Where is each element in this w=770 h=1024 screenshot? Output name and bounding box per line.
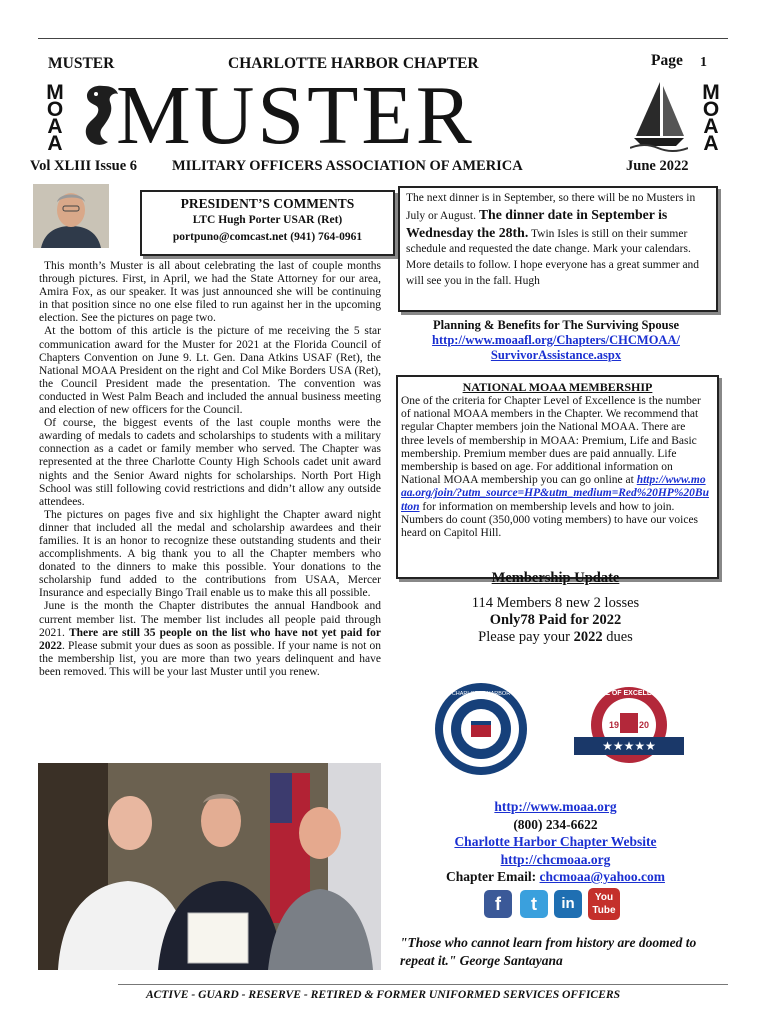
issue-org: MILITARY OFFICERS ASSOCIATION OF AMERICA (172, 158, 523, 174)
chapter-email-link[interactable]: chcmoaa@yahoo.com (539, 869, 665, 884)
membership-title: NATIONAL MOAA MEMBERSHIP (462, 380, 653, 394)
president-contact: portpuno@comcast.net (941) 764-0961 (172, 231, 363, 243)
footer-tagline: ACTIVE - GUARD - RESERVE - RETIRED & FORMER UNIFORMED SERVICES OFFICERS (145, 988, 621, 1001)
top-rule (38, 38, 728, 39)
level-of-excellence-seal (574, 683, 684, 775)
chapter-website-label-link[interactable]: Charlotte Harbor Chapter Website (454, 834, 657, 849)
footer-rule (118, 984, 728, 985)
article-paragraph: This month’s Muster is all about celebrating the last of couple months through pictures. First, in April, we had the State Attorney for our area, Amira Fox, as our speaker. It was just announced she will be continuing in that position since no one else filed to run against her in the upcoming election. See the pictures on page two. (39, 260, 381, 325)
president-header-box (140, 190, 395, 256)
header-page-label: Page (651, 52, 683, 69)
president-photo (33, 184, 109, 248)
svg-text:LEVEL OF EXCELLENCE: LEVEL OF EXCELLENCE (587, 690, 671, 697)
president-name: LTC Hugh Porter USAR (Ret) (192, 214, 343, 226)
facebook-icon[interactable]: f (484, 890, 512, 918)
membership-text: One of the criteria for Chapter Level of Excellence is the number of national MOAA members in the Chapter. We recommend that regular Chapter members join the National MOAA. There are three levels of membership in MOAA: Premium, Life and Basic membership. Premium member dues are paid annually. Life membership is based on age. For additional information on National MOAA membership you can go online at http://www.moaa.org/join/?utm_source=HP&utm_medium=Red%20HP%20Button for information on membership levels and how to join. Numbers do count (350,000 voting members) to have our voices heard on Capitol Hill. (401, 395, 709, 540)
communication-award-seal (433, 681, 529, 777)
membership-join-link[interactable]: http://www.moaa.org/join/?utm_source=HP&utm_medium=Red%20HP%20Button (401, 474, 709, 513)
surviving-spouse-section (398, 318, 714, 370)
membership-update (396, 570, 715, 646)
update-counts: 114 Members 8 new 2 losses (471, 595, 640, 611)
moaa-vertical-right: M O A A (702, 81, 720, 155)
moaa-vertical-left: M O A A (46, 81, 64, 155)
masthead (38, 69, 728, 162)
sailboat-icon (630, 80, 688, 152)
national-membership-box (396, 375, 719, 579)
issue-date: June 2022 (626, 158, 689, 174)
issue-volume: Vol XLIII Issue 6 (30, 158, 138, 174)
header-muster: MUSTER (48, 55, 115, 72)
chapter-website-link[interactable]: http://chcmoaa.org (500, 851, 611, 867)
contact-block (396, 798, 715, 886)
chapter-email: Chapter Email: chcmoaa@yahoo.com (446, 869, 665, 884)
santayana-quote: "Those who cannot learn from history are doomed to repeat it." George Santayana (400, 935, 697, 968)
president-title: PRESIDENT’S COMMENTS (180, 196, 355, 211)
dinner-notice-box (398, 186, 718, 312)
dinner-notice: The next dinner is in September, so there will be no Musters in July or August. The dinner date in September is Wednesday the 28th. Twin Isles is still on their summer schedule and requested the date change. Mark your calendars. More details to follow. I hope everyone has a great summer and will see you in the fall. Hugh (406, 192, 700, 287)
surviving-spouse-link[interactable]: http://www.moaafl.org/Chapters/CHCMOAA/ (432, 333, 680, 347)
masthead-title: MUSTER (116, 69, 475, 162)
award-photo (38, 763, 381, 970)
twitter-icon[interactable]: t (520, 890, 548, 918)
article-paragraph: Of course, the biggest events of the last couple months were the awarding of medals to cadets and scholarships to students with a military connection as a cadet or family member who served. The Chapter was represented at the three Charlotte County High Schools cadet unit award nights and the Senior Award nights for scholarships. North Port High School was still following covid restrictions and didn’t allow any outside attendees. (39, 417, 381, 508)
update-reminder: Please pay your 2022 dues (478, 629, 633, 645)
svg-text:19: 19 (608, 720, 620, 730)
social-icons (484, 888, 624, 920)
svg-text:CHARLOTTE HARBOR: CHARLOTTE HARBOR (451, 691, 511, 697)
moaa-phone: (800) 234-6622 (513, 816, 598, 832)
header-chapter: CHARLOTTE HARBOR CHAPTER (228, 55, 479, 72)
article-paragraph: The pictures on pages five and six highlight the Chapter award night dinner that included all the medal and scholarship awardees and their families. It is an honor to recognize these outstanding students and their accomplishments. A big thank you to all the Chapter members who donated to the dinners to make this possible. Your donations to the scholarship fund added to the contributions from USAA, Mercer Insurance and especially Bingo Trail enable us to make this all possible. (39, 508, 381, 600)
update-paid: Only78 Paid for 2022 (489, 612, 622, 628)
youtube-icon[interactable]: You Tube (588, 888, 620, 920)
header-page-number: 1 (700, 55, 707, 70)
update-title: Membership Update (491, 570, 620, 586)
linkedin-icon[interactable]: in (554, 890, 582, 918)
article-paragraph-last: June is the month the Chapter distributes the annual Handbook and current member list. The member list includes all people paid through 2021. There are still 35 people on the list who have not yet paid for 2022. Please submit your dues as soon as possible. If your name is not on the membership list, you are more than two years delinquent and have been removed. This will be your last Muster until you renew. (39, 600, 382, 678)
president-article (39, 260, 381, 679)
moaa-website-link[interactable]: http://www.moaa.org (494, 799, 617, 814)
surviving-spouse-link-cont[interactable]: SurvivorAssistance.aspx (490, 348, 622, 362)
surviving-spouse-title: Planning & Benefits for The Surviving Spouse (432, 318, 680, 332)
svg-text:★★★★★: ★★★★★ (602, 739, 656, 753)
article-paragraph: At the bottom of this article is the picture of me receiving the 5 star communication award for the Muster for 2021 at the Florida Council of Chapters Convention on June 9. Lt. Gen. Dana Atkins USAF (Ret), the National MOAA President on the right and Col Mike Borders USA (Ret), the Council President made the presentation. The convention was conducted in West Palm Beach and included the annual business meeting and election of new officers for the Council. (39, 325, 381, 417)
svg-text:20: 20 (638, 720, 650, 730)
